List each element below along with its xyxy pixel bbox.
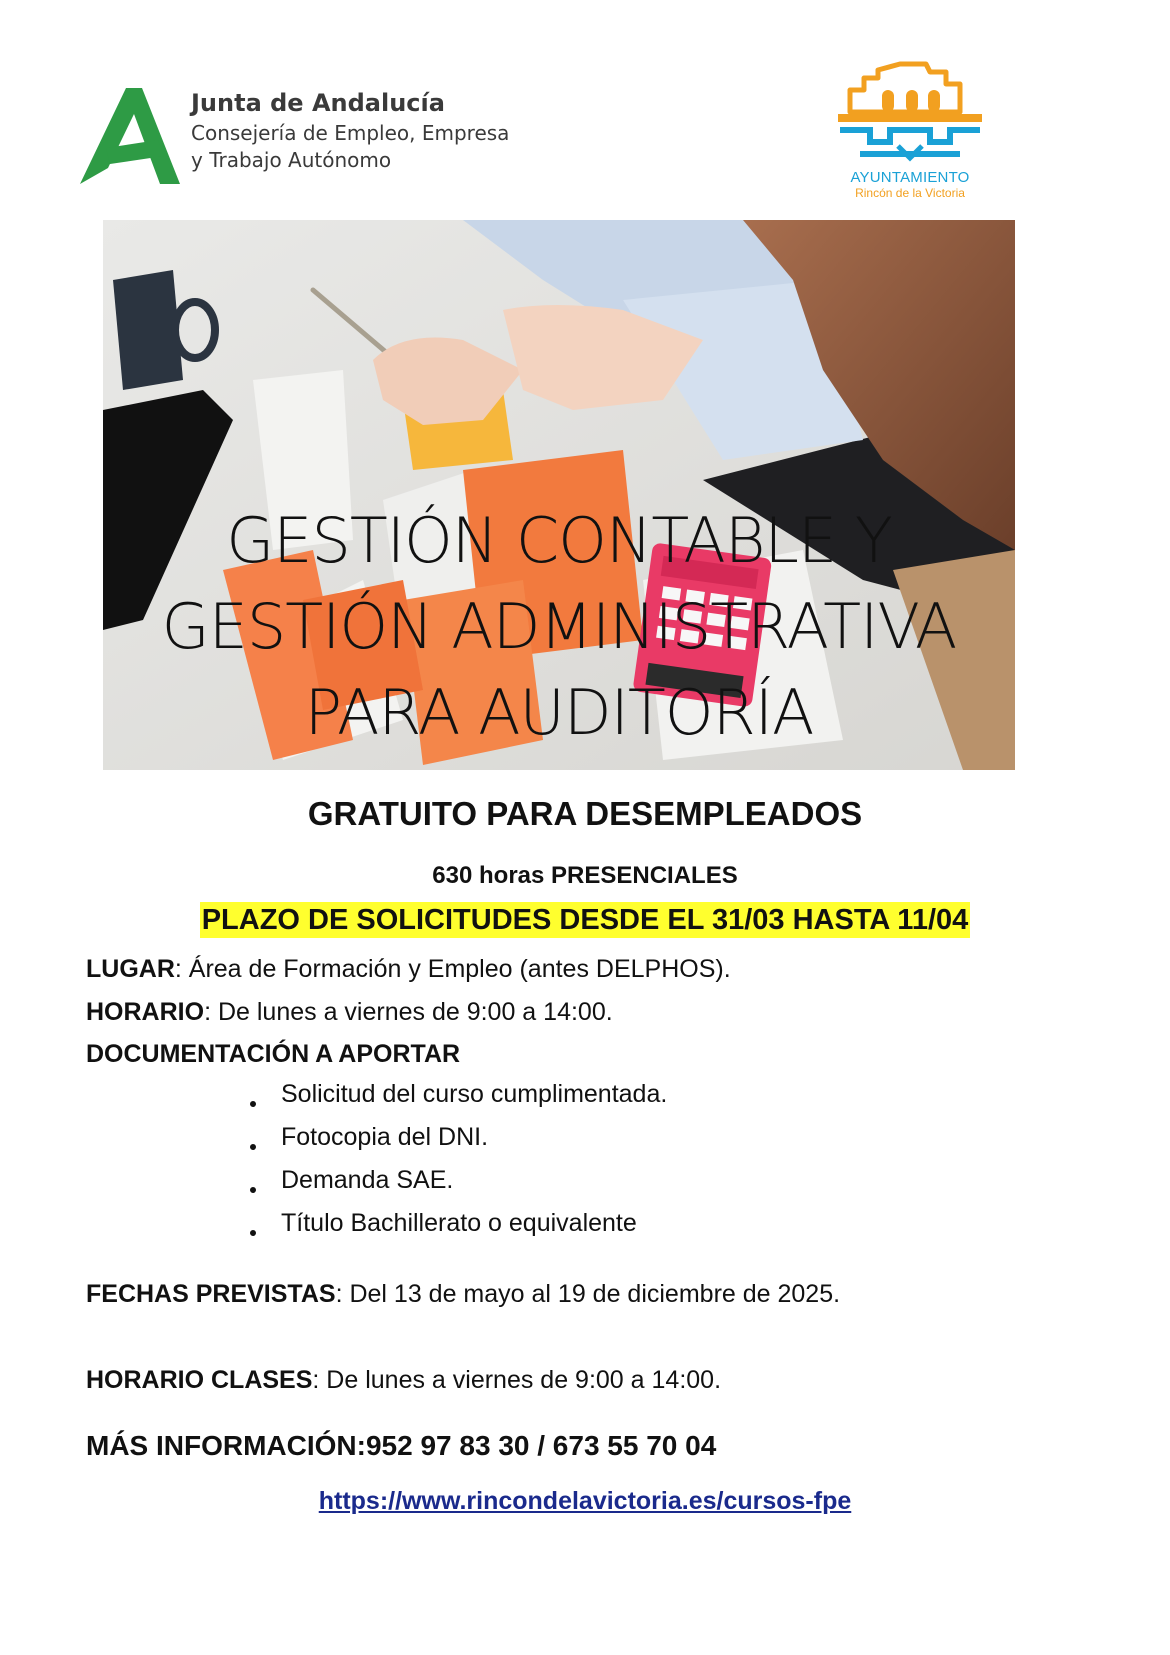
course-title xyxy=(103,498,1015,756)
schedule-row xyxy=(86,998,613,1027)
course-info-link[interactable]: https://www.rincondelavictoria.es/cursos-fpe xyxy=(318,1487,852,1515)
list-item: Fotocopia del DNI. xyxy=(245,1123,667,1166)
ayuntamiento-name: AYUNTAMIENTO xyxy=(850,169,970,186)
course-title-line-1: GESTIÓN CONTABLE Y xyxy=(226,504,892,577)
class-schedule-row xyxy=(86,1366,721,1395)
application-deadline xyxy=(0,904,1170,937)
list-item: Título Bachillerato o equivalente xyxy=(245,1209,667,1252)
ayuntamiento-place: Rincón de la Victoria xyxy=(855,186,965,200)
planned-dates-label: FECHAS PREVISTAS xyxy=(86,1280,336,1308)
junta-andalucia-text xyxy=(191,90,509,172)
schedule-label: HORARIO xyxy=(86,998,205,1026)
documentation-title: DOCUMENTACIÓN A APORTAR xyxy=(86,1040,461,1068)
junta-andalucia-logo-icon xyxy=(80,88,180,184)
list-item: Solicitud del curso cumplimentada. xyxy=(245,1080,667,1123)
hero-image xyxy=(103,220,1015,770)
documentation-list xyxy=(245,1080,667,1252)
application-deadline-text: PLAZO DE SOLICITUDES DESDE EL 31/03 HASTA 11/04 xyxy=(201,904,969,936)
junta-department-line1: Consejería de Empleo, Empresa xyxy=(191,120,510,145)
course-title-line-3: PARA AUDITORÍA xyxy=(304,676,814,749)
list-item: Demanda SAE. xyxy=(245,1166,667,1209)
class-schedule-label: HORARIO CLASES xyxy=(86,1366,313,1394)
course-link-row xyxy=(0,1487,1170,1516)
junta-title: Junta de Andalucía xyxy=(191,89,445,117)
castle-emblem-icon xyxy=(830,60,990,162)
more-info-phone: MÁS INFORMACIÓN:952 97 83 30 / 673 55 70 04 xyxy=(86,1430,717,1461)
free-for-unemployed: GRATUITO PARA DESEMPLEADOS xyxy=(307,795,863,832)
class-schedule-value: : De lunes a viernes de 9:00 a 14:00. xyxy=(312,1366,722,1394)
schedule-value: : De lunes a viernes de 9:00 a 14:00. xyxy=(204,998,613,1026)
location-value: : Área de Formación y Empleo (antes DELPHOS). xyxy=(174,955,731,983)
junta-department-line2: y Trabajo Autónomo xyxy=(191,147,392,172)
location-label: LUGAR xyxy=(86,955,175,983)
planned-dates-row xyxy=(86,1280,840,1309)
ayuntamiento-logo xyxy=(830,60,990,200)
course-title-line-2: GESTIÓN ADMINISTRATIVA xyxy=(161,590,957,663)
location-row xyxy=(86,955,731,984)
planned-dates-value: : Del 13 de mayo al 19 de diciembre de 2025. xyxy=(335,1280,841,1308)
course-hours: 630 horas PRESENCIALES xyxy=(432,862,738,889)
